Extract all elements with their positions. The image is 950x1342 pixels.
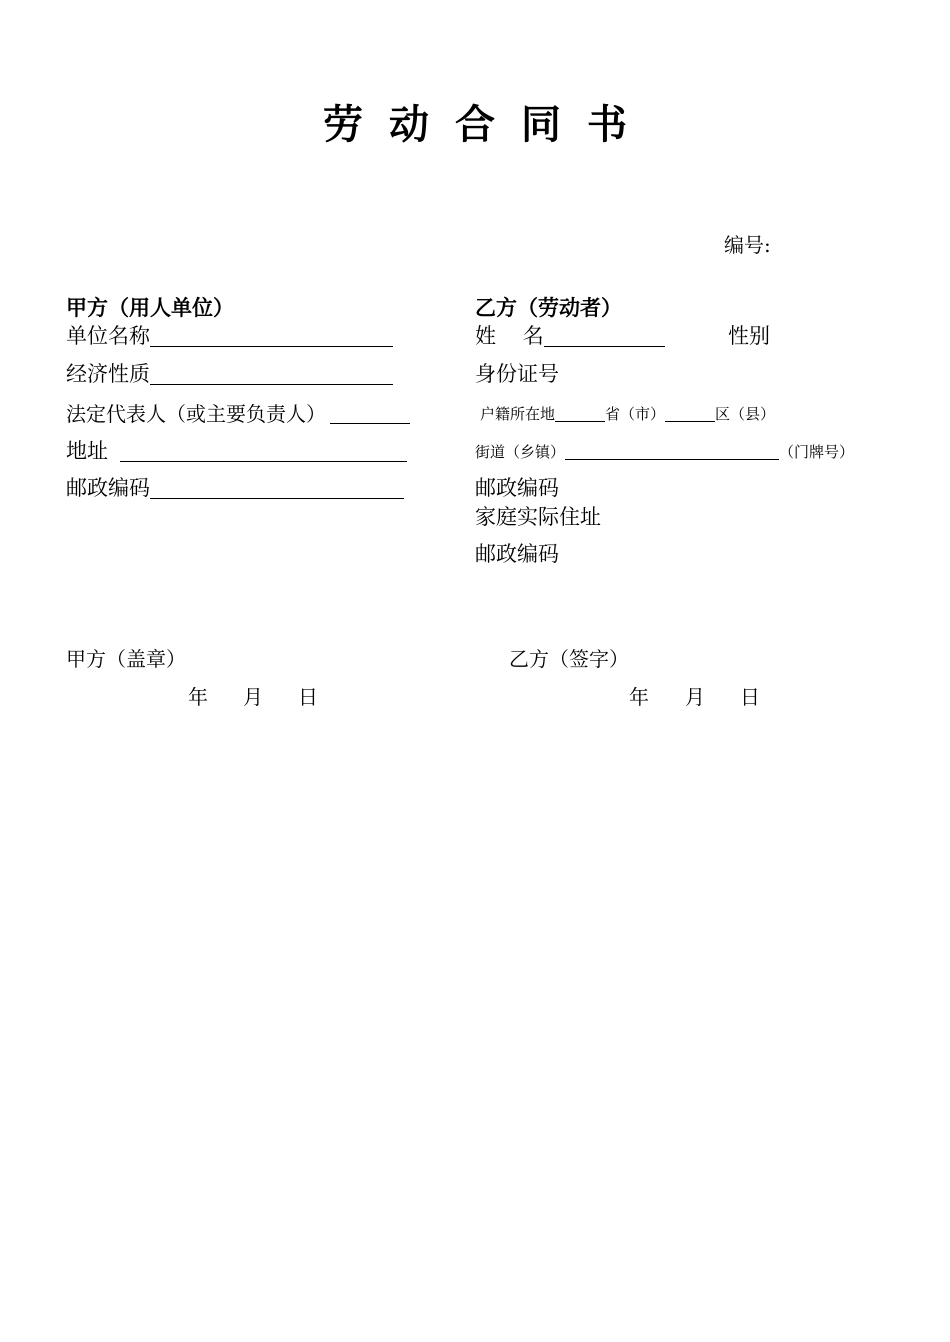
district-field[interactable] <box>665 406 715 422</box>
party-a-day: 日 <box>298 685 318 709</box>
party-b-postcode-label: 邮政编码 <box>475 476 559 500</box>
party-a-heading: 甲方（用人单位） <box>66 295 234 320</box>
province-field[interactable] <box>555 406 605 422</box>
home-postcode-label: 邮政编码 <box>475 542 559 566</box>
street-row <box>475 444 854 460</box>
economic-nature-label: 经济性质 <box>66 362 150 386</box>
street-field[interactable] <box>565 444 779 460</box>
party-b-year: 年 <box>629 685 649 709</box>
district-label: 区（县） <box>715 405 776 423</box>
id-number-label: 身份证号 <box>475 362 559 386</box>
party-b-month: 月 <box>685 685 705 709</box>
party-a-postcode-row <box>66 478 404 499</box>
unit-name-field[interactable] <box>150 326 393 347</box>
province-label: 省（市） <box>605 405 666 423</box>
name-row <box>475 326 665 347</box>
party-b-heading: 乙方（劳动者） <box>475 295 622 320</box>
party-a-postcode-label: 邮政编码 <box>66 476 150 500</box>
contract-number-label: 编号: <box>724 233 771 257</box>
gender-label: 性别 <box>728 324 770 348</box>
legal-rep-row <box>66 403 410 424</box>
household-row <box>480 406 775 422</box>
address-field[interactable] <box>120 441 407 462</box>
address-label: 地址 <box>66 439 108 463</box>
address-row <box>66 441 407 462</box>
unit-name-row <box>66 326 393 347</box>
street-label: 街道（乡镇） <box>475 443 566 461</box>
house-no-label: （门牌号） <box>779 443 855 461</box>
name-field[interactable] <box>544 326 665 347</box>
household-label: 户籍所在地 <box>480 405 556 423</box>
party-a-year: 年 <box>188 685 208 709</box>
name-label: 姓 名 <box>475 324 544 348</box>
party-b-day: 日 <box>740 685 760 709</box>
party-a-postcode-field[interactable] <box>150 478 404 499</box>
document-title: 劳动合同书 <box>323 101 653 148</box>
party-b-sign-label: 乙方（签字） <box>509 647 629 671</box>
party-a-seal-label: 甲方（盖章） <box>66 647 186 671</box>
legal-rep-field[interactable] <box>330 403 410 424</box>
unit-name-label: 单位名称 <box>66 324 150 348</box>
economic-nature-row <box>66 364 393 385</box>
home-address-label: 家庭实际住址 <box>475 505 601 529</box>
economic-nature-field[interactable] <box>150 364 393 385</box>
legal-rep-label: 法定代表人（或主要负责人） <box>66 402 326 426</box>
party-a-month: 月 <box>243 685 263 709</box>
